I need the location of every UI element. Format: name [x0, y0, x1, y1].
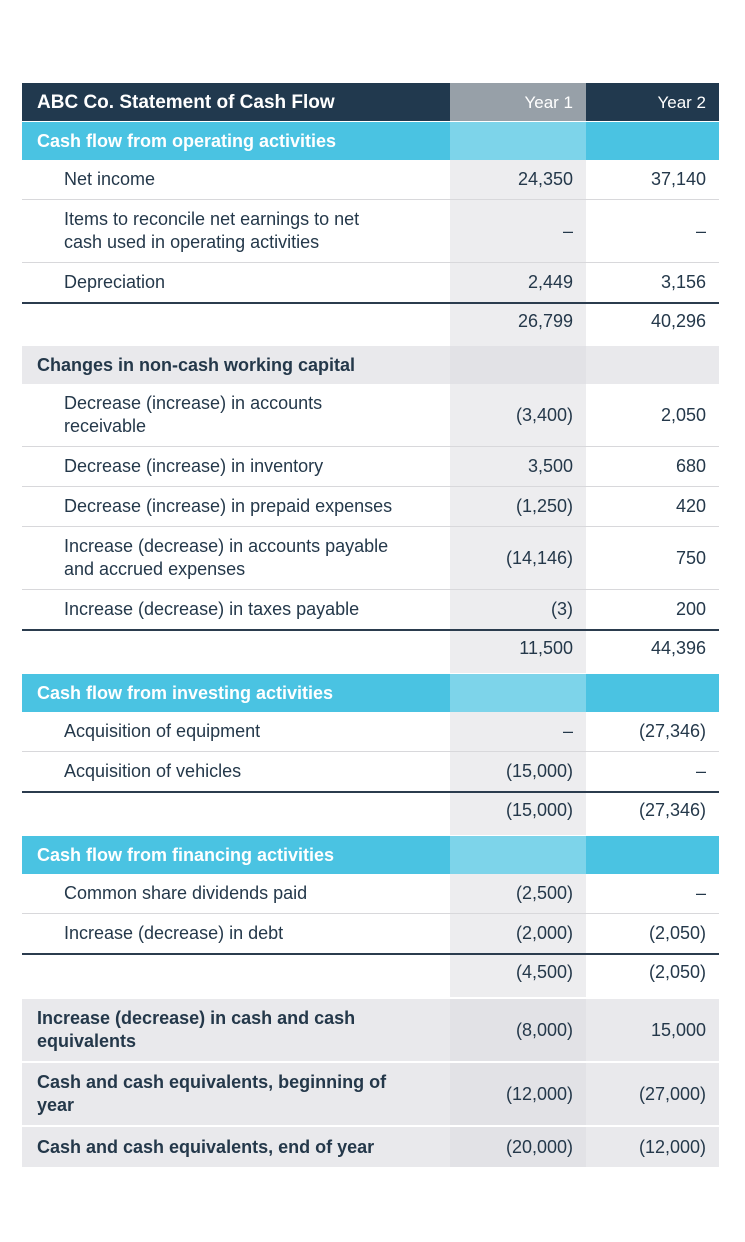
subtotal-row	[22, 791, 719, 828]
table-title	[22, 83, 450, 121]
line-item-label	[22, 160, 450, 199]
year2-value: –	[695, 220, 706, 241]
year1-value: (2,000)	[450, 914, 586, 953]
year1-value	[450, 836, 586, 874]
line-item-row	[22, 712, 719, 752]
year2-value: 680	[675, 456, 706, 476]
year1-value: (14,146)	[450, 527, 586, 589]
total-row	[22, 999, 719, 1061]
line-item-row	[22, 384, 719, 447]
section-title	[22, 674, 450, 712]
year2-value: (2,050)	[648, 962, 706, 982]
year1-value: (12,000)	[450, 1063, 586, 1125]
year2-value	[586, 346, 719, 384]
year1-value	[450, 122, 586, 160]
year1-value: 2,449	[450, 263, 586, 302]
line-item-label	[22, 712, 450, 751]
year2-value: (27,346)	[638, 721, 706, 741]
year1-value: (15,000)	[450, 752, 586, 791]
section-header-row	[22, 674, 719, 712]
year2-value: (27,346)	[638, 800, 706, 820]
line-item-label	[22, 914, 450, 953]
year1-value: (4,500)	[450, 955, 586, 990]
spacer-label	[22, 339, 450, 346]
line-item-label	[22, 752, 450, 791]
line-item-row	[22, 263, 719, 302]
spacer-y2	[586, 339, 719, 346]
year2-value	[586, 836, 719, 874]
subtotal-label	[22, 955, 450, 990]
spacer-y2	[586, 828, 719, 835]
line-item-label-text: Items to reconcile net earnings to net cash used in operating activities	[64, 209, 360, 252]
year2-value: 750	[675, 547, 706, 568]
total-row	[22, 1127, 719, 1167]
line-item-label	[22, 447, 450, 486]
line-item-label	[22, 487, 450, 526]
total-label-text: Cash and cash equivalents, end of year	[37, 1136, 375, 1157]
row-spacer	[22, 828, 719, 835]
spacer-y2	[586, 666, 719, 673]
section-title-text: Cash flow from operating activities	[37, 130, 337, 151]
section-header-row	[22, 836, 719, 874]
spacer-label	[22, 990, 450, 997]
line-item-row	[22, 590, 719, 629]
year2-value: 15,000	[650, 1019, 706, 1040]
spacer-y1	[450, 828, 586, 835]
section-header-row	[22, 122, 719, 160]
row-spacer	[22, 339, 719, 346]
line-item-row	[22, 527, 719, 590]
line-item-label	[22, 200, 450, 262]
line-item-label-text: Depreciation	[64, 272, 166, 292]
year1-value: (3,400)	[450, 384, 586, 446]
subsection-header-row	[22, 346, 719, 384]
year2-value: 3,156	[660, 272, 706, 292]
spacer-label	[22, 666, 450, 673]
line-item-label	[22, 874, 450, 913]
subtotal-label	[22, 304, 450, 339]
subtotal-label	[22, 631, 450, 666]
year1-column-header: Year 1	[450, 83, 586, 121]
row-spacer	[22, 666, 719, 673]
year1-value	[450, 674, 586, 712]
year1-value: (2,500)	[450, 874, 586, 913]
line-item-row	[22, 914, 719, 953]
line-item-label-text: Decrease (increase) in accounts receivable	[64, 393, 323, 436]
line-item-label-text: Decrease (increase) in inventory	[64, 456, 324, 476]
section-title-text: Cash flow from financing activities	[37, 844, 335, 865]
line-item-label	[22, 384, 450, 446]
line-item-label-text: Net income	[64, 169, 156, 189]
year1-value: (1,250)	[450, 487, 586, 526]
spacer-y2	[586, 990, 719, 997]
year1-value: 24,350	[450, 160, 586, 199]
line-item-label-text: Acquisition of equipment	[64, 721, 261, 741]
total-label-text: Cash and cash equivalents, beginning of year	[37, 1072, 387, 1115]
total-label-text: Increase (decrease) in cash and cash equivalents	[37, 1008, 356, 1051]
subsection-title	[22, 346, 450, 384]
year1-value: 3,500	[450, 447, 586, 486]
spacer-y1	[450, 666, 586, 673]
line-item-label-text: Increase (decrease) in taxes payable	[64, 599, 360, 619]
subtotal-row	[22, 302, 719, 339]
year2-value: 44,396	[650, 638, 706, 658]
section-title-text: Cash flow from investing activities	[37, 682, 334, 703]
row-spacer	[22, 990, 719, 997]
year2-value	[586, 674, 719, 712]
year2-value: 40,296	[650, 311, 706, 331]
line-item-label	[22, 590, 450, 629]
section-title	[22, 122, 450, 160]
line-item-row	[22, 160, 719, 200]
year2-value: –	[695, 761, 706, 781]
line-item-label-text: Increase (decrease) in debt	[64, 923, 284, 943]
year2-value	[586, 122, 719, 160]
cashflow-table	[22, 83, 719, 1167]
subsection-title-text: Changes in non-cash working capital	[37, 354, 356, 375]
line-item-label-text: Increase (decrease) in accounts payable and accrued expenses	[64, 536, 389, 579]
year2-value: 420	[675, 496, 706, 516]
total-row	[22, 1063, 719, 1125]
subtotal-row	[22, 953, 719, 990]
line-item-row	[22, 200, 719, 263]
line-item-row	[22, 447, 719, 487]
table-header-row	[22, 83, 719, 121]
line-item-row	[22, 487, 719, 527]
year2-value: (27,000)	[638, 1083, 706, 1104]
year1-value: –	[450, 200, 586, 262]
line-item-label-text: Common share dividends paid	[64, 883, 308, 903]
year1-value: (8,000)	[450, 999, 586, 1061]
total-label	[22, 1063, 450, 1125]
line-item-row	[22, 874, 719, 914]
year1-value: (20,000)	[450, 1127, 586, 1167]
line-item-label-text: Acquisition of vehicles	[64, 761, 242, 781]
line-item-label	[22, 263, 450, 302]
total-label	[22, 1127, 450, 1167]
line-item-label-text: Decrease (increase) in prepaid expenses	[64, 496, 393, 516]
total-label	[22, 999, 450, 1061]
line-item-row	[22, 752, 719, 791]
line-item-label	[22, 527, 450, 589]
spacer-y1	[450, 339, 586, 346]
year2-value: –	[695, 883, 706, 903]
spacer-label	[22, 828, 450, 835]
subtotal-row	[22, 629, 719, 666]
year2-value: 37,140	[650, 169, 706, 189]
year2-value: (2,050)	[648, 923, 706, 943]
subtotal-label	[22, 793, 450, 828]
year1-value: 26,799	[450, 304, 586, 339]
year2-value: 200	[675, 599, 706, 619]
year2-value: (12,000)	[638, 1136, 706, 1157]
section-title	[22, 836, 450, 874]
year1-value: (15,000)	[450, 793, 586, 828]
year1-value	[450, 346, 586, 384]
spacer-y1	[450, 990, 586, 997]
year1-value: 11,500	[450, 631, 586, 666]
year1-value: –	[450, 712, 586, 751]
year2-column-header: Year 2	[657, 92, 706, 112]
year1-value: (3)	[450, 590, 586, 629]
year2-value: 2,050	[660, 404, 706, 425]
table-title-text: ABC Co. Statement of Cash Flow	[37, 91, 335, 113]
